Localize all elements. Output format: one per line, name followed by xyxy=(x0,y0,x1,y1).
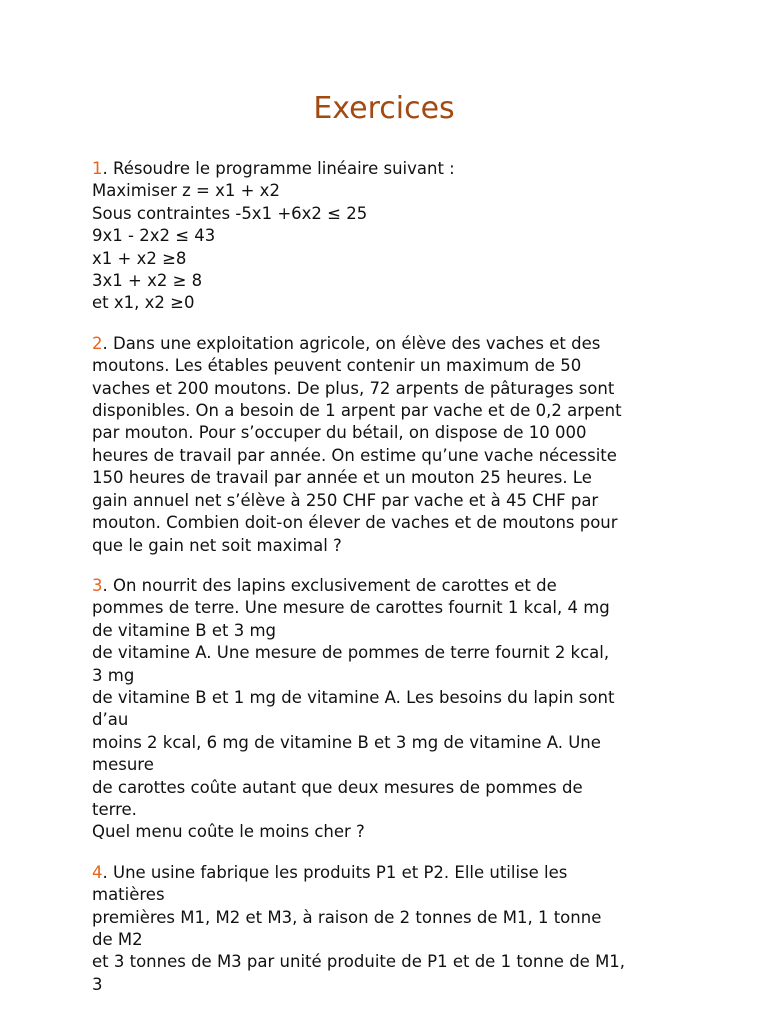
exercise-3-line xyxy=(92,709,692,731)
exercise-text: de vitamine B et 1 mg de vitamine A. Les besoins du lapin sont xyxy=(92,687,615,707)
exercise-1-line xyxy=(92,203,692,225)
exercise-1-line xyxy=(92,292,692,314)
exercise-3-line xyxy=(92,597,692,619)
exercise-text: de M2 xyxy=(92,930,143,949)
exercise-text: 150 heures de travail par année et un mouton 25 heures. Le xyxy=(92,468,592,488)
exercise-text: . Résoudre le programme linéaire suivant : xyxy=(102,159,455,178)
page-title: Exercices xyxy=(313,91,455,126)
exercise-3-line xyxy=(92,665,692,687)
exercise-1-line xyxy=(92,158,692,180)
exercise-2-line xyxy=(92,445,692,467)
exercise-number: 4 xyxy=(92,862,103,882)
exercise-3-line xyxy=(92,642,692,664)
exercise-3-line xyxy=(92,799,692,821)
exercise-1-line xyxy=(92,225,692,247)
exercise-text: gain annuel net s’élève à 250 CHF par vache et à 45 CHF par xyxy=(92,490,599,510)
exercise-text: . Dans une exploitation agricole, on élève des vaches et des xyxy=(102,333,601,353)
exercise-2-line xyxy=(92,467,692,489)
exercise-3-line xyxy=(92,575,692,597)
exercise-text: mesure xyxy=(92,755,154,775)
exercise-2-line xyxy=(92,333,692,355)
exercise-text: disponibles. On a besoin de 1 arpent par vache et de 0,2 arpent xyxy=(92,401,622,421)
exercise-4-line xyxy=(92,951,692,973)
exercise-text: Maximiser z = x1 + x2 xyxy=(92,181,280,201)
exercise-3-line xyxy=(92,687,692,709)
exercise-4-line xyxy=(92,862,692,884)
exercise-text: matières xyxy=(92,885,165,905)
exercise-2-line xyxy=(92,535,692,557)
paragraph-gap xyxy=(92,844,692,862)
exercise-text: heures de travail par année. On estime qu’une vache nécessite xyxy=(92,445,617,465)
exercise-text: moutons. Les étables peuvent contenir un maximum de 50 xyxy=(92,356,582,376)
exercise-2-line xyxy=(92,422,692,444)
exercise-list xyxy=(92,158,692,996)
exercise-text: premières M1, M2 et M3, à raison de 2 tonnes de M1, 1 tonne xyxy=(92,907,602,927)
document-page xyxy=(92,88,692,996)
exercise-text: pommes de terre. Une mesure de carottes fournit 1 kcal, 4 mg xyxy=(92,598,610,618)
exercise-number: 2 xyxy=(92,333,103,353)
exercise-1-line xyxy=(92,180,692,202)
exercise-text: x1 + x2 ≥8 xyxy=(92,248,187,268)
exercise-4-line xyxy=(92,974,692,996)
exercise-text: et x1, x2 ≥0 xyxy=(92,293,195,313)
exercise-text: moins 2 kcal, 6 mg de vitamine B et 3 mg de vitamine A. Une xyxy=(92,732,601,752)
exercise-text: de vitamine B et 3 mg xyxy=(92,620,277,640)
exercise-3-line xyxy=(92,777,692,799)
exercise-2-line xyxy=(92,490,692,512)
exercise-2-line xyxy=(92,355,692,377)
exercise-text: de vitamine A. Une mesure de pommes de terre fournit 2 kcal, xyxy=(92,643,610,663)
exercise-text: d’au xyxy=(92,710,129,730)
exercise-2-line xyxy=(92,512,692,534)
exercise-number: 3 xyxy=(92,575,103,595)
exercise-3-line xyxy=(92,754,692,776)
exercise-text: terre. xyxy=(92,799,137,819)
exercise-text: 3 mg xyxy=(92,665,135,685)
exercise-text: 9x1 - 2x2 ≤ 43 xyxy=(92,226,216,246)
exercise-text: Sous contraintes -5x1 +6x2 ≤ 25 xyxy=(92,203,368,223)
exercise-4-line xyxy=(92,907,692,929)
exercise-2-line xyxy=(92,400,692,422)
exercise-text: et 3 tonnes de M3 par unité produite de P1 et de 1 tonne de M1, xyxy=(92,952,626,972)
exercise-text: mouton. Combien doit-on élever de vaches et de moutons pour xyxy=(92,513,618,533)
exercise-4-line xyxy=(92,884,692,906)
exercise-3-line xyxy=(92,821,692,843)
exercise-text: vaches et 200 moutons. De plus, 72 arpents de pâturages sont xyxy=(92,378,615,398)
exercise-3-line xyxy=(92,732,692,754)
exercise-text: . Une usine fabrique les produits P1 et P2. Elle utilise les xyxy=(102,862,568,882)
exercise-text: 3x1 + x2 ≥ 8 xyxy=(92,271,203,291)
exercise-text: que le gain net soit maximal ? xyxy=(92,535,342,555)
exercise-1-line xyxy=(92,270,692,292)
exercise-4-line xyxy=(92,929,692,951)
exercise-number: 1 xyxy=(92,159,103,178)
exercise-text: 3 xyxy=(92,974,103,994)
paragraph-gap xyxy=(92,557,692,575)
exercise-2-line xyxy=(92,378,692,400)
exercise-3-line xyxy=(92,620,692,642)
exercise-text: de carottes coûte autant que deux mesures de pommes de xyxy=(92,777,583,797)
exercise-1-line xyxy=(92,248,692,270)
exercise-text: Quel menu coûte le moins cher ? xyxy=(92,822,365,842)
paragraph-gap xyxy=(92,315,692,333)
exercise-text: par mouton. Pour s’occuper du bétail, on dispose de 10 000 xyxy=(92,423,587,443)
exercise-text: . On nourrit des lapins exclusivement de carottes et de xyxy=(102,575,557,595)
